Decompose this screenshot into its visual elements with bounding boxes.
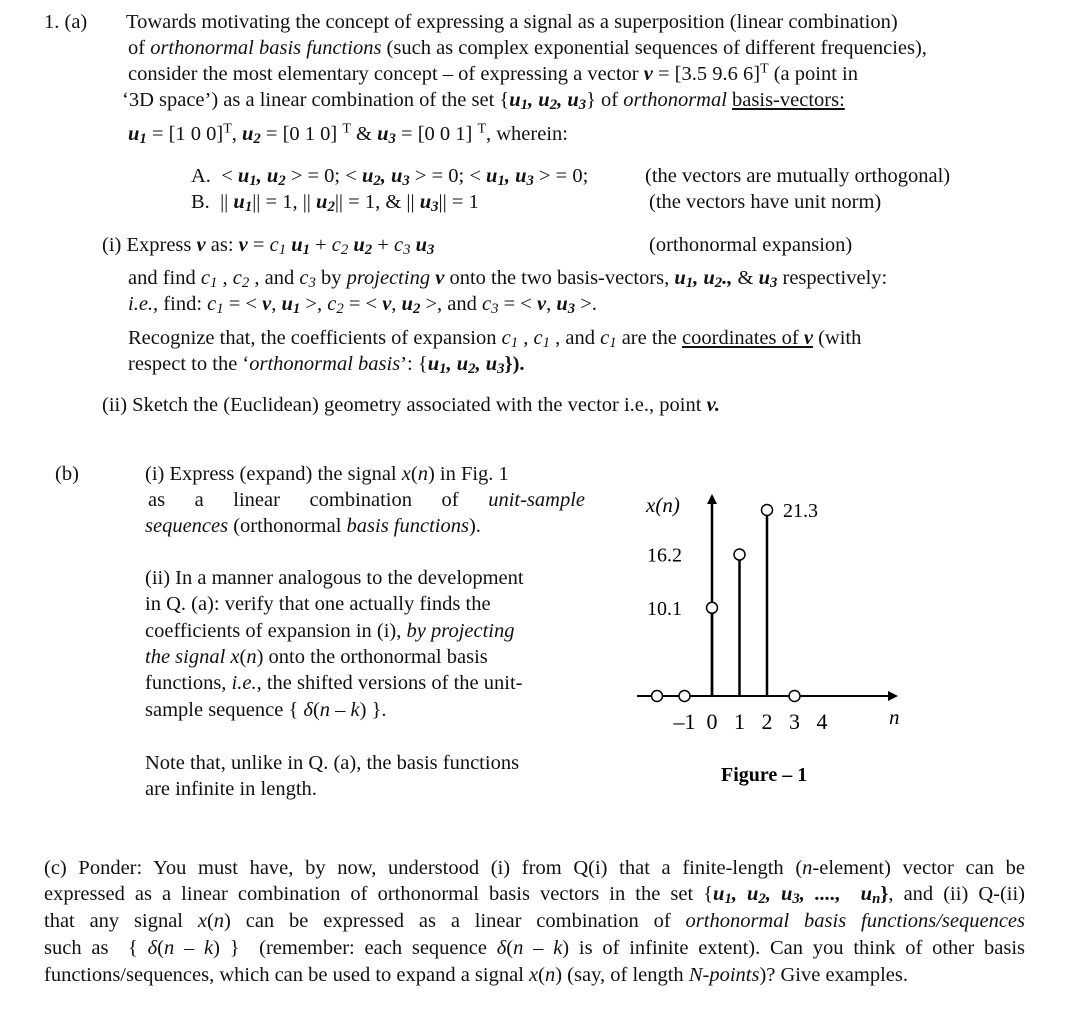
part-b-ii-line-5: functions, i.e., the shifted versions of the unit- [145, 672, 523, 694]
x-axis-label: n [889, 705, 900, 729]
part-c-line-1: (c) Ponder: You must have, by now, understood (i) from Q(i) that a finite-length (n-element) vector can be [44, 857, 1025, 879]
stem-marker [734, 549, 745, 560]
part-a-i-line-3: i.e., find: $c_1$ = < v, $u_1$ >, $c_2$ = < v, $u_2$ >, and $c_3$ = < v, $u_3$ >. [128, 293, 597, 318]
figure-caption: Figure – 1 [721, 764, 808, 786]
tick-label: 4 [816, 709, 828, 734]
condition-a-note: (the vectors are mutually orthogonal) [645, 165, 951, 187]
question-number: 1. (a) [44, 11, 88, 33]
tick-label: 2 [761, 709, 773, 734]
part-b-label: (b) [55, 463, 79, 485]
part-a-i-line-5: respect to the ‘orthonormal basis’: {$u_1$, $u_2$, $u_3$}). [128, 353, 525, 378]
part-c-line-5: functions/sequences, which can be used to expand a signal x(n) (say, of length N-points)? Give examples. [44, 964, 909, 986]
part-b-ii-line-1: (ii) In a manner analogous to the development [145, 567, 524, 589]
tick-label: 3 [789, 709, 800, 734]
value-label: 21.3 [783, 500, 818, 522]
stem-chart [600, 470, 930, 800]
part-a-line-1: Towards motivating the concept of expressing a signal as a superposition (linear combination) [126, 11, 898, 33]
part-a-line-4: ‘3D space’) as a linear combination of the set {$u_1$, $u_2$, $u_3$} of orthonormal basis-vectors: [122, 89, 845, 114]
part-a-i-line-4: Recognize that, the coefficients of expansion $c_1$ , $c_1$ , and $c_1$ are the coordinates of v (with [128, 327, 862, 352]
value-label: 10.1 [647, 597, 682, 620]
y-axis-label: x(n) [646, 493, 680, 517]
part-c-line-2: expressed as a linear combination of orthonormal basis vectors in the set {$u_1$, $u_2$, $u_3$, ...., $u_n$}, and (ii) Q-(ii) [44, 883, 1026, 908]
part-a-line-2: of orthonormal basis functions (such as complex exponential sequences of different frequencies), [128, 37, 927, 59]
tick-label: –1 [673, 709, 696, 734]
part-a-i-line-1: (i) Express v as: $v = c_1$ $u_1 + c_2$ $u_2 + c_3$ $u_3$ [102, 234, 435, 259]
part-a-i-line-2: and find $c_1$ , $c_2$ , and $c_3$ by projecting v onto the two basis-vectors, $u_1$, $u_2$., & $u_3$ respectively: [128, 267, 888, 292]
part-b-i-line-1: (i) Express (expand) the signal x(n) in Fig. 1 [145, 463, 509, 485]
stem-marker [789, 691, 800, 702]
part-b-note-line-2: are infinite in length. [145, 778, 317, 800]
condition-a: A. < $u_1$, $u_2$ > = 0; < $u_2$, $u_3$ > = 0; < $u_1$, $u_3$ > = 0; [191, 165, 589, 190]
stem-marker [707, 602, 718, 613]
value-label: 16.2 [647, 544, 682, 567]
part-c-line-4: such as { δ(n – k) } (remember: each sequence δ(n – k) is of infinite extent). Can you think of other basis [44, 937, 1026, 959]
part-b-ii-line-2: in Q. (a): verify that one actually finds the [145, 593, 491, 615]
stem-marker [762, 505, 773, 516]
part-b-i-line-2: as a linear combination of unit-sample [148, 489, 585, 511]
condition-b: B. || $u_1|| = 1$, || $u_2|| = 1$, & || $u_3|| = 1$ [191, 191, 479, 216]
stem-marker [679, 691, 690, 702]
expansion-note: (orthonormal expansion) [649, 234, 853, 256]
basis-vectors-definition: $u_1 = [1$ 0 0]$^T$, $u_2 = [0$ 1 0] $^T$ & $u_3 = [0$ 0 1] $^T$, wherein: [128, 121, 568, 148]
part-a-ii: (ii) Sketch the (Euclidean) geometry associated with the vector i.e., point v. [102, 394, 721, 416]
part-b-i-line-3: sequences (orthonormal basis functions). [145, 515, 481, 537]
part-b-note-line-1: Note that, unlike in Q. (a), the basis functions [145, 752, 520, 774]
tick-label: 1 [734, 709, 745, 734]
tick-label: 0 [706, 709, 718, 734]
part-b-ii-line-4: the signal x(n) onto the orthonormal basis [145, 646, 488, 668]
stem-marker [652, 691, 663, 702]
part-b-ii-line-6: sample sequence { δ(n – k) }. [145, 699, 387, 721]
part-a-line-3: consider the most elementary concept – of expressing a vector v = [3.5 9.6 6]$^T$ (a point in [128, 61, 858, 85]
part-b-ii-line-3: coefficients of expansion in (i), by projecting [145, 620, 515, 642]
part-c-line-3: that any signal x(n) can be expressed as a linear combination of orthonormal basis functions/sequences [44, 910, 1025, 932]
condition-b-note: (the vectors have unit norm) [649, 191, 882, 213]
